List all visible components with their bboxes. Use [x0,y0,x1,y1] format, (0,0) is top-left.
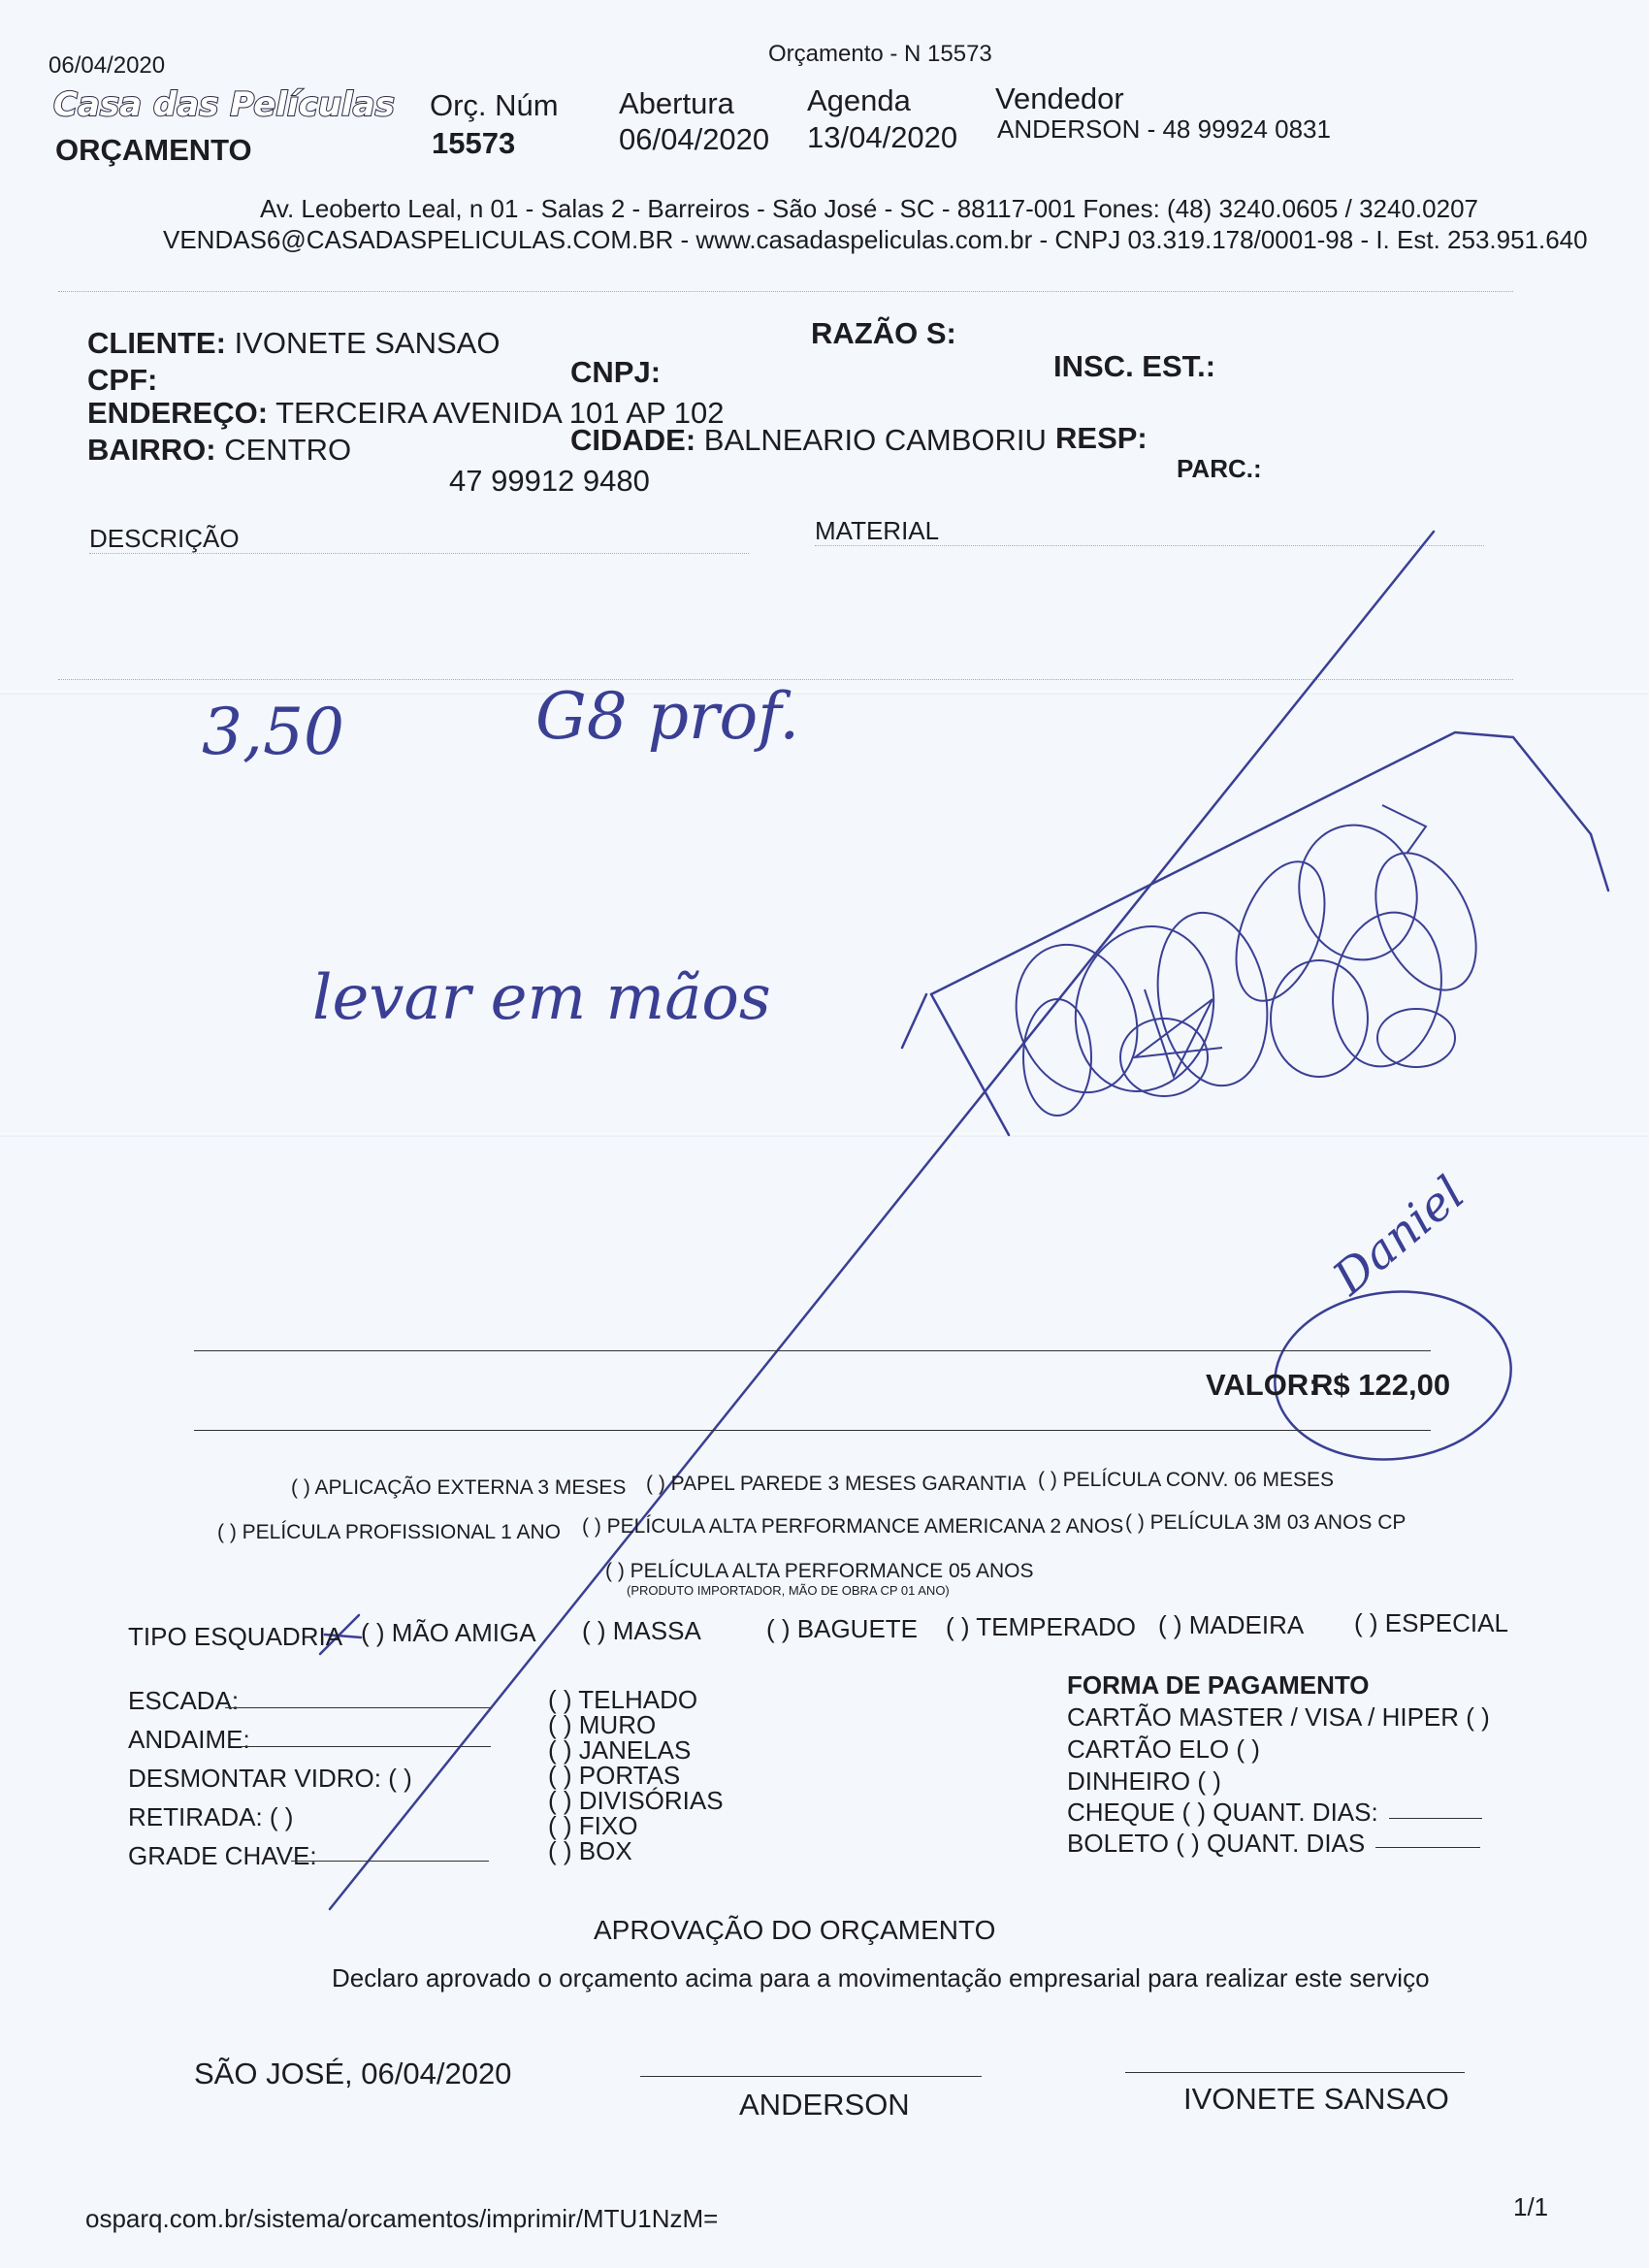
print-date: 06/04/2020 [48,52,166,79]
cidade-label: CIDADE: [570,423,696,457]
client-phone: 47 99912 9480 [449,464,650,498]
extra-option[interactable]: ( ) DIVISÓRIAS [548,1786,724,1815]
signature-line-vendor[interactable] [640,2076,982,2077]
esquadria-label: TIPO ESQUADRIA [128,1622,343,1651]
handwritten-signature: Daniel [1323,1166,1475,1306]
esquadria-option[interactable]: ( ) TEMPERADO [946,1612,1136,1641]
approval-place-date: SÃO JOSÉ, 06/04/2020 [194,2057,512,2090]
cnpj-label: CNPJ: [570,355,662,389]
option-checkbox[interactable]: ( ) PELÍCULA ALTA PERFORMANCE AMERICANA 2 ANOS [582,1515,1124,1538]
descricao-label: DESCRIÇÃO [89,524,240,553]
endereco-label: ENDEREÇO: [87,396,269,430]
sketch-outline [931,732,1608,994]
razao-label: RAZÃO S: [811,316,956,350]
scribble-loop [1023,999,1091,1116]
company-address: Av. Leoberto Leal, n 01 - Salas 2 - Barreiros - São José - SC - 88117-001 Fones: (48) 3240.0605 / 3240.0207 [260,194,1478,223]
signature-vendor: ANDERSON [739,2088,910,2122]
scribble-loop [996,927,1157,1110]
boleto-dias-line[interactable] [1375,1847,1480,1848]
insc-label: INSC. EST.: [1053,349,1216,383]
approval-title: APROVAÇÃO DO ORÇAMENTO [594,1915,996,1945]
grade-chave-field: GRADE CHAVE: [128,1841,317,1870]
escada-line[interactable] [225,1707,491,1708]
footer-url[interactable]: osparq.com.br/sistema/orcamentos/imprimir/MTU1NzM= [85,2204,719,2233]
payment-option[interactable]: BOLETO ( ) QUANT. DIAS [1067,1829,1366,1858]
option-checkbox[interactable]: ( ) PELÍCULA PROFISSIONAL 1 ANO [217,1521,561,1543]
retirada-field[interactable]: RETIRADA: ( ) [128,1802,294,1831]
desmontar-vidro-field[interactable]: DESMONTAR VIDRO: ( ) [128,1764,412,1793]
valor-label: VALOR: [1206,1368,1319,1402]
payment-title: FORMA DE PAGAMENTO [1067,1670,1370,1700]
orc-num-value: 15573 [432,126,516,160]
vendedor-value: ANDERSON - 48 99924 0831 [997,114,1331,144]
esquadria-option[interactable]: ( ) MADEIRA [1158,1610,1305,1639]
option-checkbox[interactable]: ( ) APLICAÇÃO EXTERNA 3 MESES [291,1476,627,1499]
signature-client: IVONETE SANSAO [1183,2082,1449,2116]
scribble-loop [1057,911,1232,1107]
grade-chave-line[interactable] [291,1861,489,1862]
option-checkbox[interactable]: ( ) PAPEL PAREDE 3 MESES GARANTIA [646,1473,1026,1495]
scribble-loop [1377,1009,1455,1067]
option-note: (PRODUTO IMPORTADOR, MÃO DE OBRA CP 01 ANO) [627,1583,950,1598]
andaime-line[interactable] [233,1746,491,1747]
company-logo: Casa das Películas [53,85,395,124]
scribble-loop [1284,812,1432,973]
cheque-dias-line[interactable] [1389,1818,1482,1819]
bairro-value: CENTRO [224,433,352,467]
scribble-loop [1356,837,1497,1006]
page-number: 1/1 [1513,2192,1549,2221]
handwritten-note: 3,50 [202,695,344,769]
agenda-value: 13/04/2020 [807,120,958,154]
esquadria-option[interactable]: ( ) ESPECIAL [1354,1608,1508,1637]
extra-option[interactable]: ( ) TELHADO [548,1685,698,1714]
payment-option[interactable]: CHEQUE ( ) QUANT. DIAS: [1067,1798,1378,1827]
agenda-label: Agenda [807,83,911,117]
cidade-value: BALNEARIO CAMBORIU [703,423,1047,457]
company-contacts: VENDAS6@CASADASPELICULAS.COM.BR - www.casadaspeliculas.com.br - CNPJ 03.319.178/0001-98 - I. Est. 253.951.640 [163,225,1588,254]
doc-reference: Orçamento - N 15573 [768,41,992,67]
signature-line-client[interactable] [1125,2072,1465,2073]
total-rule [194,1350,1431,1351]
handwritten-note: G8 prof. [535,679,800,754]
total-rule [194,1430,1431,1431]
payment-option[interactable]: CARTÃO ELO ( ) [1067,1734,1260,1764]
parc-label: PARC.: [1177,454,1262,483]
sketch-outline [931,994,1009,1135]
option-checkbox[interactable]: ( ) PELÍCULA 3M 03 ANOS CP [1125,1511,1406,1534]
option-checkbox[interactable]: ( ) PELÍCULA CONV. 06 MESES [1038,1469,1335,1491]
esquadria-option[interactable]: ( ) BAGUETE [766,1614,919,1643]
extra-option[interactable]: ( ) MURO [548,1710,657,1739]
vendedor-label: Vendedor [995,81,1124,115]
extra-option[interactable]: ( ) FIXO [548,1811,638,1840]
sketch-outline [902,994,926,1048]
extra-option[interactable]: ( ) BOX [548,1836,632,1865]
scribble-loop [1321,904,1453,1076]
scribble-cluster [996,805,1497,1116]
extra-option[interactable]: ( ) JANELAS [548,1735,692,1765]
endereco-value: TERCEIRA AVENIDA 101 AP 102 [275,396,725,430]
cpf-label: CPF: [87,363,158,397]
bairro-label: BAIRRO: [87,433,216,467]
valor-value: R$ 122,00 [1311,1368,1451,1402]
esquadria-option[interactable]: ( ) MASSA [582,1616,701,1645]
payment-option[interactable]: DINHEIRO ( ) [1067,1766,1221,1796]
abertura-label: Abertura [619,86,734,120]
andaime-field: ANDAIME: [128,1725,250,1754]
scribble-zigzag [1382,805,1426,854]
option-checkbox[interactable]: ( ) PELÍCULA ALTA PERFORMANCE 05 ANOS [605,1560,1034,1582]
handwritten-note: levar em mãos [312,962,771,1034]
resp-label: RESP: [1055,421,1148,455]
cliente-label: CLIENTE: [87,326,226,360]
approval-text: Declaro aprovado o orçamento acima para a movimentação empresarial para realizar este serviço [332,1963,1430,1993]
extra-option[interactable]: ( ) PORTAS [548,1761,681,1790]
scribble-loop [1271,960,1368,1077]
escada-field: ESCADA: [128,1686,240,1715]
material-label: MATERIAL [815,516,940,545]
doc-title: ORÇAMENTO [55,133,252,167]
abertura-value: 06/04/2020 [619,122,770,156]
orc-num-label: Orç. Núm [430,88,559,122]
payment-option[interactable]: CARTÃO MASTER / VISA / HIPER ( ) [1067,1702,1490,1732]
esquadria-option[interactable]: ( ) MÃO AMIGA [361,1618,536,1647]
cliente-value: IVONETE SANSAO [234,326,501,360]
